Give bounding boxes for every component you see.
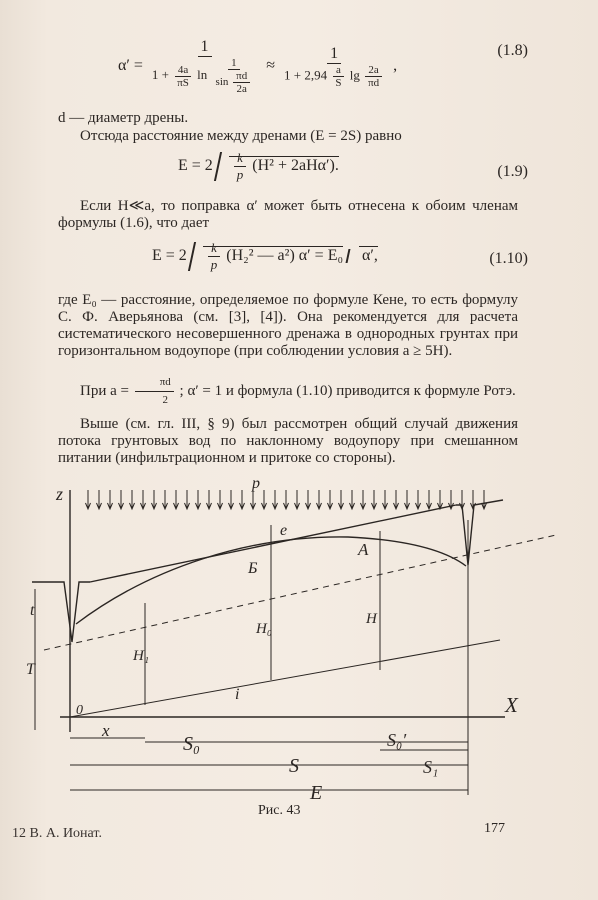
label-H1: H₁ [133, 648, 150, 664]
eq18-den2-s: S [335, 76, 342, 89]
eq18-den2-lg: lg [349, 66, 360, 82]
equation-number-1-10: (1.10) [489, 250, 528, 267]
ground-left-surface [32, 582, 90, 642]
paragraph-d-diameter: d — диаметр дрены. [58, 110, 189, 126]
ground-surface [90, 505, 456, 582]
label-S1: S₁ [423, 757, 439, 777]
eq110-p: p [210, 257, 218, 272]
paragraph-rote-frac-num: πd [135, 374, 174, 392]
eq19-k: k [234, 150, 246, 167]
eq18-lhs: α′ = [118, 57, 143, 75]
label-B: Б [248, 560, 258, 577]
eq18-sin-label: sin [215, 76, 229, 89]
eq19-lhs: E = 2 [178, 157, 213, 175]
figure-line-work [32, 490, 556, 795]
eq110-root-2-content: α′, [359, 246, 378, 264]
eq18-den-pis: πS [177, 76, 189, 89]
paragraph-general-case: Выше (см. гл. III, § 9) был рассмотрен общий случай движения потока грунтовых вод по наклонному водоупору при смешанном питании (инфильтрационном и притоке со стороны). [58, 416, 518, 466]
figure-caption: Рис. 43 [258, 803, 301, 818]
label-S0prime: S₀′ [387, 730, 407, 750]
paragraph-rote-end: ; α′ = 1 и формула (1.10) приводится к формуле Ротэ. [179, 382, 516, 399]
eq18-den-ln: ln [197, 66, 208, 82]
label-i: i [235, 686, 240, 703]
label-S0: S₀ [183, 733, 200, 755]
paragraph-rote-start: При a = [80, 382, 129, 399]
eq110-lhs: E = 2 [152, 247, 187, 265]
paragraph-correction-alpha: Если H≪a, то поправка α′ может быть отнесена к обоим членам формулы (1.6), что дает [58, 198, 518, 231]
eq18-den2-lg-den: πd [368, 76, 380, 89]
label-0: 0 [76, 703, 83, 718]
figure-labels [26, 475, 519, 804]
equation-number-1-9: (1.9) [497, 163, 528, 180]
equation-number-1-8: (1.8) [497, 42, 528, 59]
eq110-rest: (H₂² — a²) α′ = E₀ [226, 247, 344, 265]
infiltration-arrows [86, 490, 487, 509]
paragraph-kene-formula: где E₀ — расстояние, определяемое по формуле Кене, то есть формулу С. Ф. Аверьянова (см. [3], [4]). Она рекомендуется для расчета систематического несовершенного дренажа в однородных грунтах при горизонтальном водоупоре (при соблюдении условия a ≥ 5H). [58, 292, 518, 359]
label-e: e [280, 522, 288, 539]
label-z: z [56, 484, 64, 504]
label-p: p [252, 475, 260, 492]
label-t: t [30, 602, 35, 619]
dashed-water-line [44, 535, 556, 650]
right-trench [456, 500, 503, 565]
label-E: E [310, 782, 323, 804]
eq18-sin-num: 1 [228, 57, 240, 70]
eq110-k: k [208, 240, 220, 257]
eq18-approx: ≈ [266, 57, 275, 75]
eq18-den-prefix: 1 + [151, 66, 169, 82]
label-x-axis: X [505, 693, 518, 717]
label-x: x [102, 721, 110, 740]
eq18-fraction-1-num: 1 [198, 38, 212, 57]
label-H0: H₀ [256, 621, 273, 637]
footer-author: 12 В. А. Ионат. [12, 826, 102, 841]
eq18-den2-lg-num: 2a [365, 64, 381, 77]
eq18-den2-a: a [333, 64, 344, 77]
label-A: A [358, 540, 369, 559]
paragraph-distance-between-drains: Отсюда расстояние между дренами (E = 2S) равно [80, 128, 402, 144]
eq18-sin-arg-num: πd [233, 70, 250, 83]
label-S: S [289, 755, 299, 777]
paragraph-rote-frac-den: 2 [162, 394, 169, 406]
eq18-sin-arg-den: 2a [236, 83, 247, 95]
eq18-den2-prefix: 1 + 2,94 [283, 66, 328, 82]
eq19-rest: (H² + 2aHα′). [252, 157, 339, 175]
label-T: T [26, 661, 35, 678]
eq18-den-a: 4a [175, 64, 191, 77]
page-number: 177 [484, 821, 505, 836]
eq18-fraction-2-num: 1 [327, 45, 341, 64]
eq18-comma: , [393, 57, 398, 75]
eq19-p: p [236, 167, 244, 182]
label-H: H [366, 611, 377, 627]
